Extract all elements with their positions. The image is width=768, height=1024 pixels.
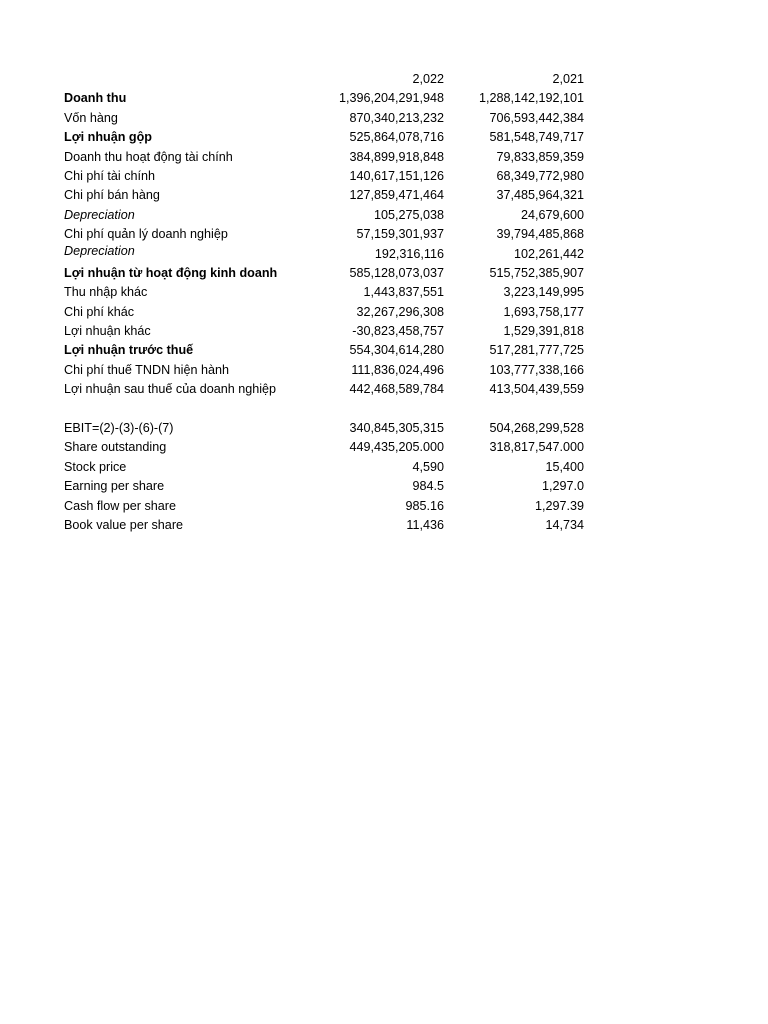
value-2022: 585,128,073,037 [349,265,444,280]
income-statement-rows [64,89,588,399]
value-2021: 14,734 [545,517,584,532]
value-2021: 1,529,391,818 [503,324,584,339]
financial-sheet [64,70,588,535]
value-2021: 504,268,299,528 [489,421,584,436]
value-2022: 1,443,837,551 [363,285,444,300]
value-2022: -30,823,458,757 [352,324,444,339]
value-2021: 515,752,385,907 [489,265,584,280]
value-2022: 340,845,305,315 [349,421,444,436]
metric-row [64,438,588,457]
row-label: Lợi nhuận từ hoạt động kinh doanh [64,265,278,280]
value-2021: 3,223,149,995 [503,285,584,300]
value-2022: 384,899,918,848 [349,149,444,164]
row-label: Chi phí tài chính [64,168,156,183]
row-label: Cash flow per share [64,498,176,513]
value-2021: 24,679,600 [520,207,584,222]
row-label: Chi phí quản lý doanh nghiệp [64,227,228,242]
metrics-rows [64,419,588,535]
value-2021: 39,794,485,868 [496,227,584,242]
value-2021: 68,349,772,980 [496,168,584,183]
row-label: Lợi nhuận sau thuế của doanh nghiệp [64,382,277,397]
row-label: Lợi nhuận khác [64,324,151,339]
metric-row [64,516,588,535]
header-year-2022: 2,022 [412,72,444,86]
value-2021: 1,297.0 [541,479,584,494]
table-row [64,148,588,167]
value-2021: 15,400 [545,459,584,474]
row-label: Lợi nhuận gộp [64,130,152,145]
row-label: Chi phí khác [64,304,135,319]
row-label: Book value per share [64,517,184,532]
value-2022: 985.16 [405,498,444,513]
value-2021: 37,485,964,321 [496,188,584,203]
table-row [64,283,588,302]
value-2021: 102,261,442 [513,246,584,261]
value-2022: 554,304,614,280 [349,343,444,358]
row-label: Doanh thu hoạt động tài chính [64,149,233,164]
value-2021: 103,777,338,166 [489,362,584,377]
value-2021: 1,693,758,177 [503,304,584,319]
value-2022: 984.5 [412,479,444,494]
row-label: Thu nhập khác [64,285,148,300]
row-label: Depreciation [64,207,135,222]
value-2022: 1,396,204,291,948 [338,91,444,106]
metric-row [64,477,588,496]
table-row [64,380,588,399]
table-row [64,264,588,283]
value-2021: 318,817,547.000 [489,440,584,455]
table-row [64,186,588,205]
spacer-row [64,400,588,419]
header-year-2021: 2,021 [552,72,584,86]
table-row [64,322,588,341]
row-label: Lợi nhuận trước thuế [64,343,194,358]
table-row [64,167,588,186]
value-2021: 517,281,777,725 [489,343,584,358]
value-2022: 57,159,301,937 [356,227,444,242]
value-2022: 870,340,213,232 [349,110,444,125]
value-2022: 192,316,116 [374,246,444,261]
value-2021: 706,593,442,384 [489,110,584,125]
value-2021: 413,504,439,559 [489,382,584,397]
row-label: Chi phí thuế TNDN hiện hành [64,362,229,377]
value-2022: 525,864,078,716 [349,130,444,145]
value-2022: 11,436 [406,517,444,532]
value-2022: 449,435,205.000 [349,440,444,455]
value-2021: 1,297.39 [534,498,584,513]
row-label: Doanh thu [64,91,127,106]
value-2021: 1,288,142,192,101 [478,91,584,106]
value-2022: 140,617,151,126 [349,168,444,183]
table-row [64,89,588,108]
table-row [64,206,588,225]
table-row [64,109,588,128]
metric-row [64,497,588,516]
row-label: Stock price [64,459,127,474]
table-row [64,361,588,380]
value-2022: 4,590 [412,459,444,474]
value-2021: 79,833,859,359 [496,149,584,164]
table-row [64,245,588,264]
metric-row [64,458,588,477]
value-2022: 105,275,038 [373,207,444,222]
row-label: Depreciation [64,243,135,258]
table-row [64,128,588,147]
header-row [64,70,588,89]
table-row [64,303,588,322]
row-label: Share outstanding [64,440,167,455]
row-label: Chi phí bán hàng [64,188,160,203]
value-2022: 442,468,589,784 [349,382,444,397]
row-label: Earning per share [64,479,165,494]
value-2022: 111,836,024,496 [351,362,444,377]
row-label: EBIT=(2)-(3)-(6)-(7) [64,421,174,436]
metric-row [64,419,588,438]
table-row [64,341,588,360]
value-2021: 581,548,749,717 [489,130,584,145]
row-label: Vốn hàng [64,110,118,125]
value-2022: 127,859,471,464 [349,188,444,203]
value-2022: 32,267,296,308 [356,304,444,319]
